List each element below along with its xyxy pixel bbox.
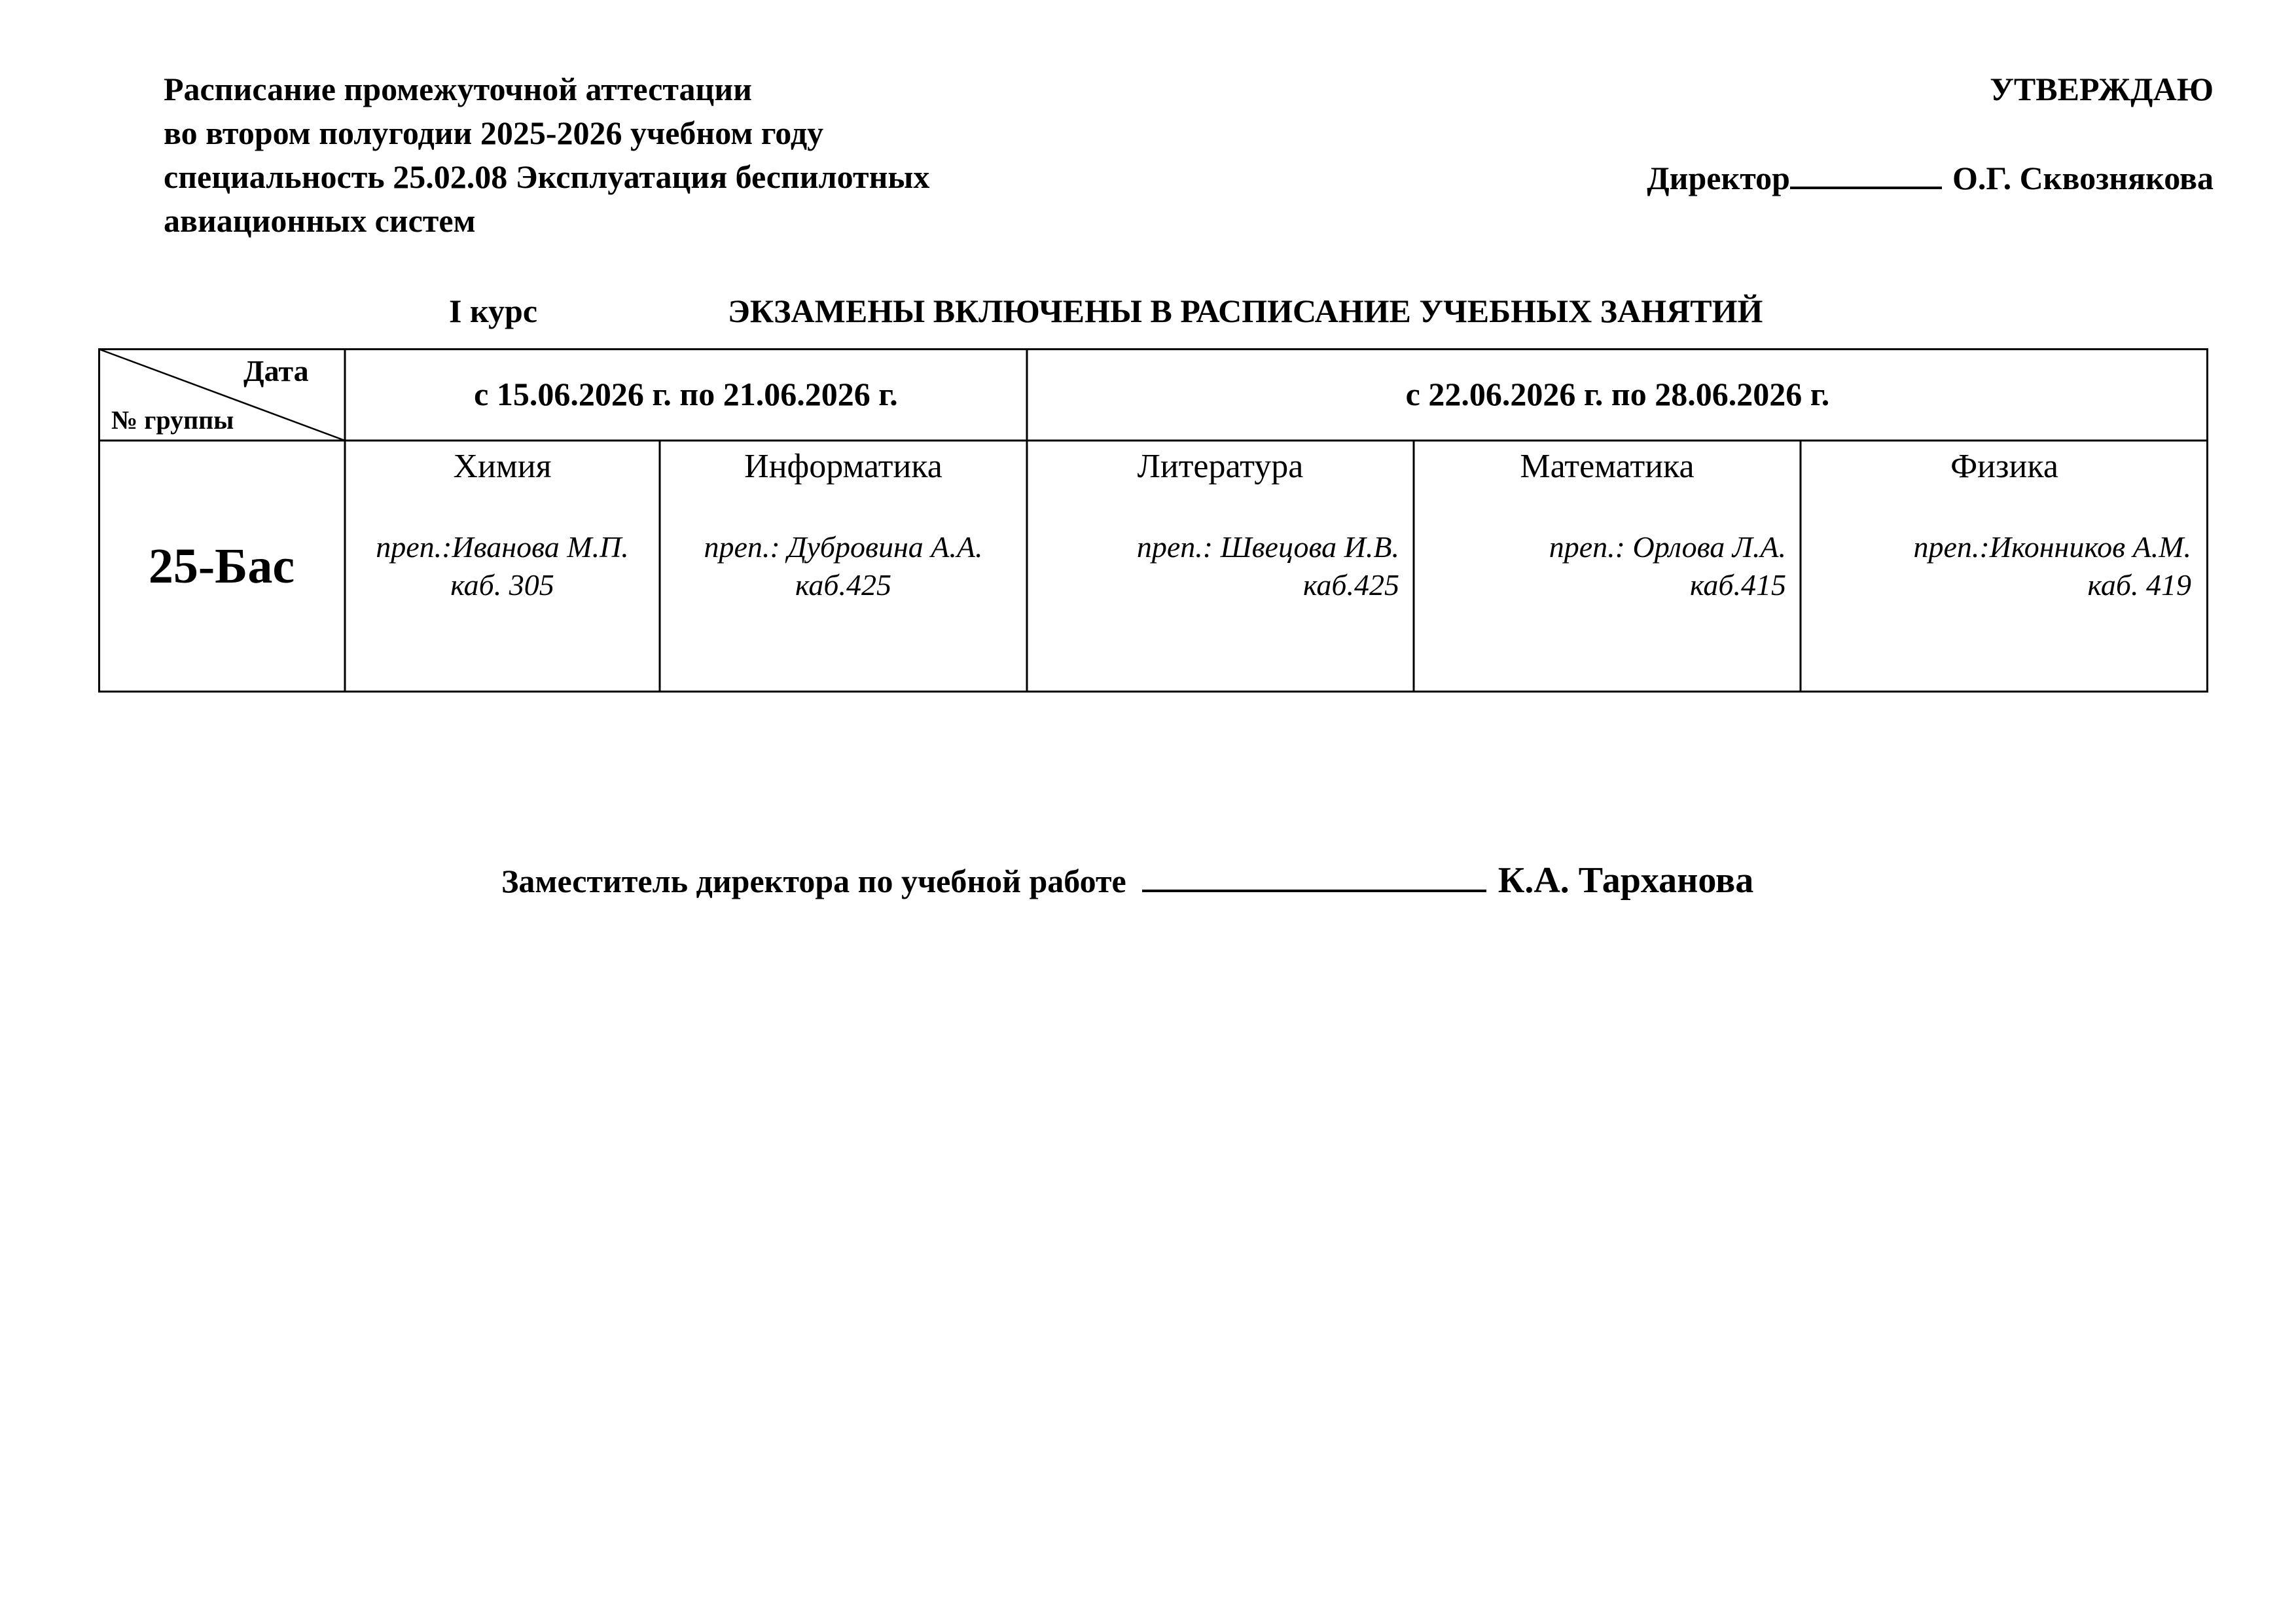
deputy-signature [501, 857, 1753, 904]
group-name: 25-Бас [148, 539, 295, 594]
approve-label: УТВЕРЖДАЮ [1990, 71, 2214, 107]
room-number: каб.425 [795, 568, 891, 602]
exam-cell-informatics [660, 441, 1027, 692]
document-title [164, 67, 929, 243]
corner-date-label: Дата [243, 354, 309, 388]
exams-note: ЭКЗАМЕНЫ ВКЛЮЧЕНЫ В РАСПИСАНИЕ УЧЕБНЫХ ЗАНЯТИЙ [728, 293, 1763, 329]
exam-cell-literature [1027, 441, 1414, 692]
course-label: I курс [449, 293, 538, 329]
title-line-1: Расписание промежуточной аттестации [164, 71, 752, 107]
subject-name: Информатика [744, 448, 942, 485]
subject-name: Физика [1950, 448, 2058, 485]
teacher-name: преп.: Орлова Л.А. [1549, 530, 1786, 564]
title-line-3: специальность 25.02.08 Эксплуатация беспилотных [164, 158, 930, 195]
schedule-table [98, 348, 2208, 693]
room-number: каб. 305 [450, 568, 554, 602]
teacher-name: преп.:Иванова М.П. [376, 530, 629, 564]
exam-cell-mathematics [1414, 441, 1801, 692]
title-line-2: во втором полугодии 2025-2026 учебном году [164, 115, 824, 151]
teacher-name: преп.:Иконников А.М. [1913, 530, 2191, 564]
corner-group-label: № группы [111, 405, 234, 435]
subject-name: Литература [1137, 448, 1304, 485]
subject-name: Математика [1520, 448, 1695, 485]
director-signature [1647, 155, 2214, 200]
exam-cell-physics [1801, 441, 2208, 692]
deputy-signature-line [1142, 858, 1486, 892]
room-number: каб.425 [1302, 568, 1399, 602]
teacher-name: преп.: Дубровина А.А. [704, 530, 983, 564]
period-1: с 15.06.2026 г. по 21.06.2026 г. [474, 376, 898, 412]
deputy-name: К.А. Тарханова [1498, 860, 1754, 901]
period-2: с 22.06.2026 г. по 28.06.2026 г. [1405, 376, 1830, 412]
director-signature-line [1790, 155, 1942, 189]
room-number: каб.415 [1689, 568, 1786, 602]
title-line-4: авиационных систем [164, 202, 476, 239]
room-number: каб. 419 [2087, 568, 2191, 602]
teacher-name: преп.: Швецова И.В. [1136, 530, 1399, 564]
exam-cell-chemistry [345, 441, 660, 692]
subject-name: Химия [453, 448, 552, 485]
director-name: О.Г. Сквознякова [1952, 160, 2214, 196]
director-label: Директор [1647, 160, 1790, 196]
deputy-label: Заместитель директора по учебной работе [501, 863, 1126, 899]
